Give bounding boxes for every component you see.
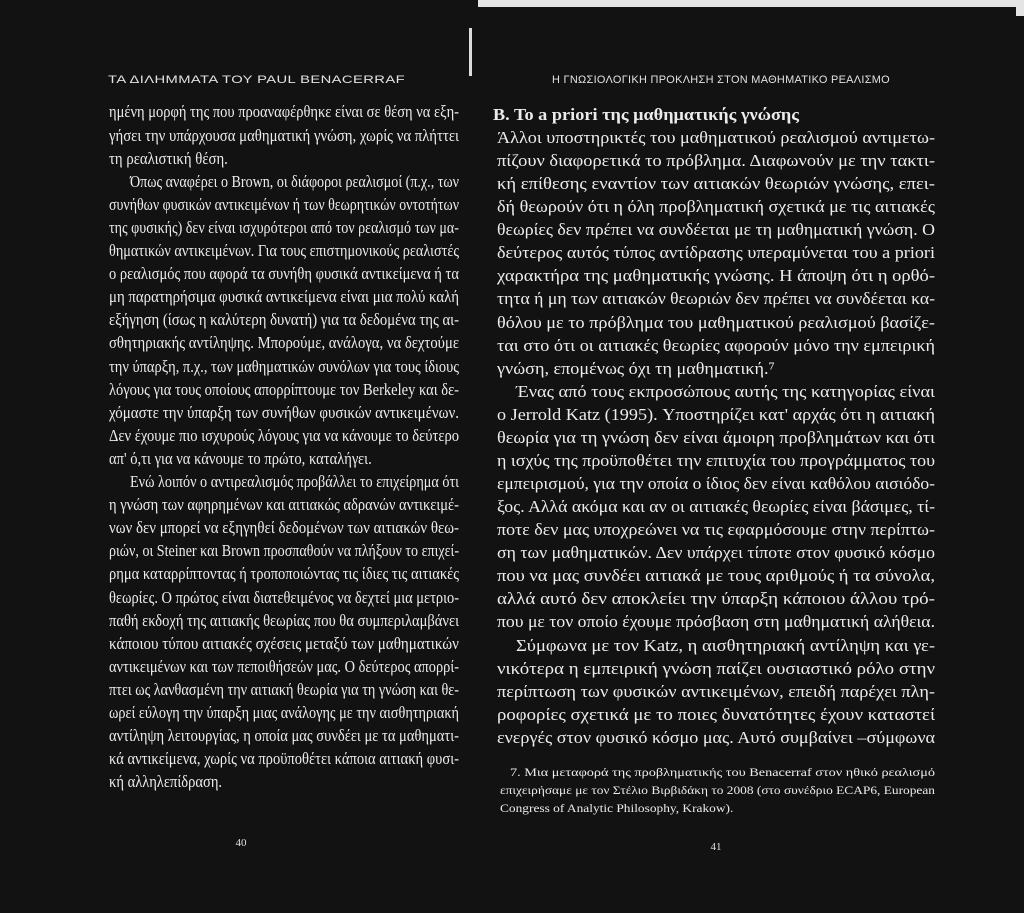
- body-text-line: η γνώση των αφηρημένων και αιτιακώς αδρανών αντικειμέ-: [109, 495, 459, 515]
- body-text-line: Σύμφωνα με τον Katz, η αισθητηριακή αντίληψη και γε-: [516, 635, 935, 655]
- body-text-line: νων δεν μπορεί να εξηγηθεί δεδομένων των αιτιακών θεω-: [109, 518, 459, 538]
- body-text-line: δή θεωρούν ότι η όλη προβληματική σχετικά με τις αιτιακές: [497, 197, 935, 217]
- body-text-line: Δεν έχουμε πιο ισχυρούς λόγους για να κάνουμε το δεύτερο: [109, 425, 459, 445]
- body-text-line: συνήθων φυσικών αντικειμένων ή των θεωρητικών οντοτήτων: [109, 194, 459, 214]
- body-text-line: νικότερα η εμπειρική γνώση παίζει ουσιαστικό ρόλο στην: [497, 658, 935, 678]
- body-text-line: ημένη μορφή της που προαναφέρθηκε είναι σε θέση να εξη-: [109, 102, 459, 122]
- body-text-line: Ενώ λοιπόν ο αντιρεαλισμός προβάλλει το επιχείρημα ότι: [130, 472, 459, 492]
- footnote-line: Congress of Analytic Philosophy, Krakow).: [500, 801, 734, 815]
- body-text-line: ο ρεαλισμός που αφορά τα συνήθη φυσικά αντικείμενα ή τα: [109, 264, 459, 284]
- body-text-line: λόγους για τους οποίους απορρίπτουμε τον Berkeley και δε-: [109, 379, 459, 399]
- body-text-line: δεύτερος αυτός τύπος αντίδρασης υπεραμύνεται του a priori: [497, 243, 935, 263]
- body-text-line: η ισχύς της προϋποθέτει την επιτυχία του προγράμματος του: [497, 450, 935, 470]
- body-text-line: Όπως αναφέρει ο Brown, οι διάφοροι ρεαλισμοί (π.χ., των: [130, 171, 459, 191]
- body-text-line: τητα ή μη των αιτιακών θεωριών δεν πρέπει να συνδέεται κα-: [497, 289, 935, 309]
- body-text-line: ποτε δεν μας υποχρεώνει να τις εφαρμόσουμε στην περίπτω-: [497, 520, 935, 540]
- body-text-line: την ύπαρξη, π.χ., των μαθηματικών συνόλων για τους ίδιους: [109, 356, 459, 376]
- body-text-line: κή αλληλεπίδραση.: [109, 772, 223, 792]
- body-text-line: ξος. Αλλά ακόμα και αν οι αιτιακές θεωρίες είναι βάσιμες, τί-: [497, 497, 935, 517]
- body-text-line: που με τον οποίο έχουμε πρόσβαση στη μαθηματική αλήθεια.: [497, 612, 935, 632]
- body-text-line: Ένας από τους εκπροσώπους αυτής της κατηγορίας είναι: [516, 381, 935, 401]
- body-text-line: ριών, οι Steiner και Brown προσπαθούν να πλήξουν το επιχεί-: [109, 541, 459, 561]
- body-text-line: παθή εκδοχή της αιτιακής θεωρίας που θα συμπεριλαμβάνει: [109, 610, 459, 630]
- body-text-line: γήσει την υπάρχουσα μαθηματική γνώση, χωρίς να πλήττει: [109, 125, 459, 145]
- scan-edge-top: [478, 0, 1024, 7]
- body-text-line: τη ρεαλιστική θέση.: [109, 148, 228, 168]
- body-text-line: ται στο ότι οι αιτιακές θεωρίες αφορούν μόνο την εμπειρική: [497, 335, 935, 355]
- body-text-line: θεωρίες δεν πρέπει να συνδέεται με τη μαθηματική γνώση. Ο: [497, 220, 935, 240]
- body-text-line: αντικειμένων και των πεποιθήσεών μας. Ο δεύτερος απορρί-: [109, 656, 459, 676]
- left-running-head: ΤΑ ΔΙΛΗΜΜΑΤΑ ΤΟΥ PAUL BENACERRAF: [108, 74, 405, 86]
- scan-edge-right: [1016, 0, 1024, 16]
- right-running-head: Η ΓΝΩΣΙΟΛΟΓΙΚΗ ΠΡΟΚΛΗΣΗ ΣΤΟΝ ΜΑΘΗΜΑΤΙΚΟ ΡΕΑΛΙΣΜΟ: [552, 74, 890, 86]
- body-text-line: σθητηριακής αντίληψης. Μπορούμε, ανάλογα, να δεχτούμε: [109, 333, 459, 353]
- body-text-line: απ' ό,τι για να κάνουμε το πρώτο, καταλήγει.: [109, 448, 372, 468]
- page-number-left: 40: [235, 837, 247, 849]
- body-text-line: ενεργές στον φυσικό κόσμο μας. Αυτό συμβαίνει –σύμφωνα: [497, 727, 935, 747]
- body-text-line: πίζουν διαφορετικά το πρόβλημα. Διαφωνούν με την τακτι-: [497, 151, 935, 171]
- body-text-line: θεωρίες. Ο πρώτος είναι διατεθειμένος να δεχτεί μια μετριο-: [109, 587, 459, 607]
- body-text-line: ωρεί εύλογη την ύπαρξη μιας ανάλογης με την αισθητηριακή: [109, 703, 459, 723]
- body-text-line: που να μας συνδέει αιτιακά με τους αριθμούς ή τα σύνολα,: [497, 566, 935, 586]
- section-heading: Β. Το a priori της μαθηματικής γνώσης: [493, 105, 799, 124]
- body-text-line: της φυσικής) δεν είναι ισχυρότεροι από τον ρεαλισμό των μα-: [109, 217, 459, 237]
- footnote-line: επιχειρήσαμε με τον Στέλιο Βιρβιδάκη το 2008 (στο συνέδριο ECAP6, European: [500, 783, 935, 797]
- body-text-line: χόμαστε την ύπαρξη των συνήθων φυσικών αντικειμένων.: [109, 402, 459, 422]
- body-text-line: πτει ως λανθασμένη την αιτιακή θεωρία για τη γνώση και θε-: [109, 679, 459, 699]
- body-text-line: ροφορίες σχετικά με το ποιες δυνατότητες έχουν καταστεί: [497, 704, 935, 724]
- gutter-fold-mark: [469, 28, 472, 76]
- body-text-line: κά αντικείμενα, χωρίς να προϋποθέτει κάποια αιτιακή φυσι-: [109, 749, 459, 769]
- body-text-line: αντίληψη λειτουργίας, η οποία μας συνδέει με τα μαθηματι-: [109, 726, 459, 746]
- body-text-line: περίπτωση των φυσικών αντικειμένων, επειδή παρέχει πλη-: [497, 681, 935, 701]
- body-text-line: Άλλοι υποστηρικτές του μαθηματικού ρεαλισμού αντιμετω-: [497, 127, 935, 147]
- body-text-line: κάποιου τύπου αιτιακές σχέσεις μεταξύ των μαθηματικών: [109, 633, 459, 653]
- body-text-line: ση των μαθηματικών. Δεν υπάρχει τίποτε στον φυσικό κόσμο: [497, 543, 935, 563]
- page-number-right: 41: [710, 841, 722, 853]
- body-text-line: εξήγηση (ίσως η καλύτερη δυνατή) για τα δεδομένα της αι-: [109, 310, 459, 330]
- footnote-line: 7. Μια μεταφορά της προβληματικής του Benacerraf στον ηθικό ρεαλισμό: [510, 765, 935, 779]
- body-text-line: θεωρία για τη γνώση δεν είναι άμοιρη προβλημάτων και ότι: [497, 427, 935, 447]
- body-text-line: γνώση, επομένως όχι τη μαθηματική.⁷: [497, 358, 775, 378]
- body-text-line: χαρακτήρα της μαθηματικής γνώσης. Η άποψη ότι η ορθό-: [497, 266, 935, 286]
- body-text-line: θηματικών αντικειμένων. Για τους επιστημονικούς ρεαλιστές: [109, 241, 459, 261]
- body-text-line: αλλά αυτό δεν αποκλείει την ύπαρξη κάποιου άλλου τρό-: [497, 589, 935, 609]
- body-text-line: θόλου με το πρόβλημα του μαθηματικού ρεαλισμού βασίζε-: [497, 312, 935, 332]
- body-text-line: ο Jerrold Katz (1995). Υποστηρίζει κατ' αρχάς ότι η αιτιακή: [497, 404, 935, 424]
- body-text-line: εμπειρισμού, για την οποία ο ίδιος δεν είναι καθόλου αισιόδο-: [497, 474, 935, 493]
- body-text-line: κή επίθεσης εναντίον των αιτιακών θεωριών γνώσης, επει-: [497, 174, 935, 194]
- body-text-line: ρημα καταρρίπτοντας ή τροποποιώντας τις ίδιες τις αιτιακές: [109, 564, 459, 584]
- body-text-line: μη παρατηρήσιμα φυσικά αντικείμενα είναι μια πολύ καλή: [109, 287, 459, 307]
